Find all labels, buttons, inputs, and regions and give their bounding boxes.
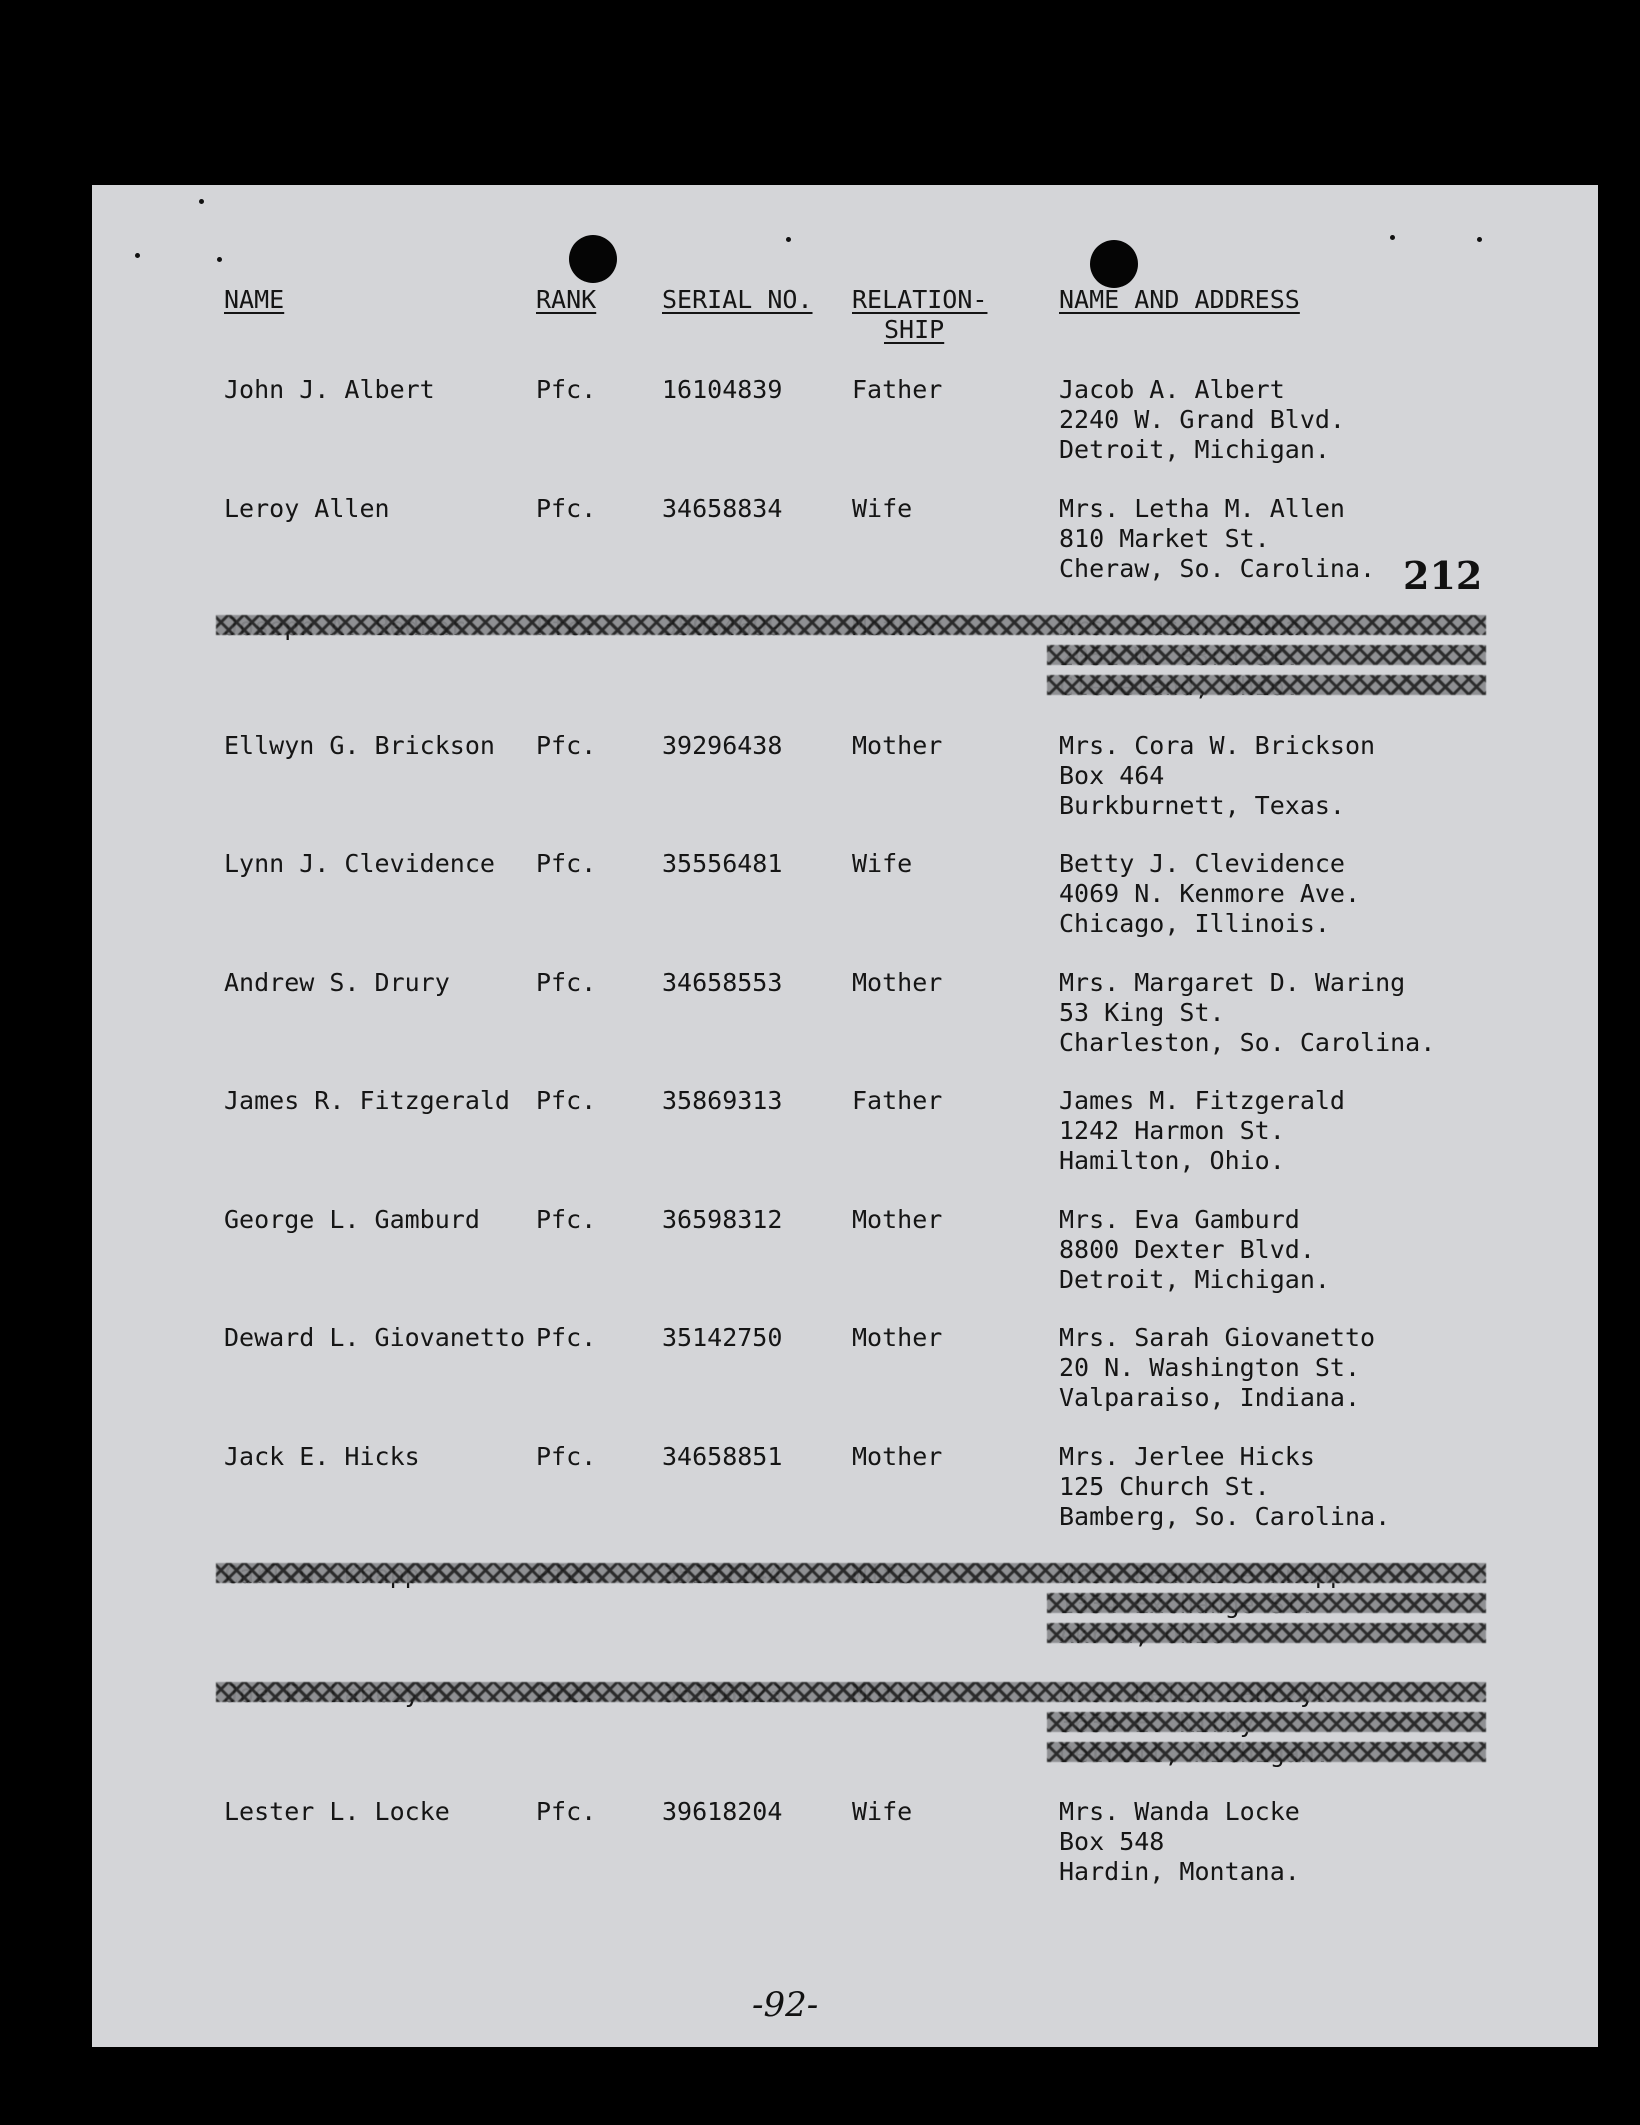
soldier-name: John J. Albert bbox=[224, 375, 435, 404]
rank: Pfc. bbox=[536, 1204, 597, 1234]
relationship: Wife bbox=[852, 1797, 913, 1826]
header-relationship-1: RELATION- bbox=[852, 285, 988, 314]
address-line: Hamilton, Ohio. bbox=[1059, 1146, 1285, 1175]
page-number: -92- bbox=[752, 1985, 819, 2025]
speck bbox=[135, 253, 140, 258]
next-of-kin-address bbox=[1059, 375, 1345, 465]
address-line: Valparaiso, Indiana. bbox=[1059, 1383, 1361, 1412]
list-item bbox=[92, 1205, 1598, 1315]
address-line: Mrs. Letha M. Allen bbox=[1059, 493, 1345, 523]
soldier-name: Lynn J. Clevidence bbox=[224, 849, 495, 878]
address-line: 4069 N. Kenmore Ave. bbox=[1059, 879, 1361, 908]
list-item bbox=[92, 1797, 1598, 1907]
serial-number: 35142750 bbox=[662, 1323, 783, 1352]
next-of-kin-address bbox=[1059, 1205, 1330, 1295]
address-line: Mrs. Cora W. Brickson bbox=[1059, 730, 1376, 760]
next-of-kin-address bbox=[1059, 1442, 1390, 1532]
rank: Pfc. bbox=[536, 730, 597, 760]
soldier-name: Leroy Allen bbox=[224, 493, 390, 523]
relationship: Mother bbox=[852, 1441, 943, 1471]
soldier-name: Lester L. Locke bbox=[224, 1797, 450, 1826]
next-of-kin-address bbox=[1059, 1323, 1375, 1413]
address-line: Box 464 bbox=[1059, 760, 1165, 790]
address-line: 53 King St. bbox=[1059, 997, 1225, 1027]
soldier-name: Jack E. Hicks bbox=[224, 1441, 420, 1471]
address-line: Jacob A. Albert bbox=[1059, 375, 1285, 404]
next-of-kin-address bbox=[1059, 494, 1375, 584]
address-line: Detroit, Michigan. bbox=[1059, 435, 1330, 464]
address-line: James M. Fitzgerald bbox=[1059, 1086, 1345, 1115]
header-rank: RANK bbox=[536, 285, 597, 314]
list-item bbox=[92, 494, 1598, 604]
address-line: 125 Church St. bbox=[1059, 1471, 1270, 1501]
address-line: 20 N. Washington St. bbox=[1059, 1353, 1361, 1382]
address-line: Mrs. Eva Gamburd bbox=[1059, 1204, 1300, 1234]
speck bbox=[217, 257, 222, 262]
speck bbox=[1477, 237, 1482, 242]
redaction-strikeout bbox=[216, 615, 1486, 635]
address-line: Betty J. Clevidence bbox=[1059, 849, 1345, 878]
redaction-strikeout bbox=[216, 1563, 1486, 1583]
address-line: Mrs. Margaret D. Waring bbox=[1059, 967, 1406, 997]
address-line: 810 Market St. bbox=[1059, 523, 1270, 553]
next-of-kin-address bbox=[1059, 1086, 1345, 1176]
handwritten-number: 212 bbox=[1403, 553, 1483, 598]
address-line: Hardin, Montana. bbox=[1059, 1857, 1300, 1886]
relationship: Mother bbox=[852, 730, 943, 760]
rank: Pfc. bbox=[536, 1797, 597, 1826]
punch-hole-right bbox=[1090, 240, 1138, 288]
soldier-name: Ellwyn G. Brickson bbox=[224, 730, 495, 760]
list-item bbox=[92, 968, 1598, 1078]
redaction-strikeout bbox=[216, 1682, 1486, 1702]
rank: Pfc. bbox=[536, 375, 597, 404]
list-item bbox=[92, 1442, 1598, 1552]
address-line: Mrs. Sarah Giovanetto bbox=[1059, 1323, 1376, 1352]
speck bbox=[786, 237, 791, 242]
serial-number: 34658851 bbox=[662, 1441, 783, 1471]
next-of-kin-address bbox=[1059, 1797, 1300, 1887]
relationship: Mother bbox=[852, 967, 943, 997]
header-serial: SERIAL NO. bbox=[662, 285, 813, 314]
serial-number: 34658553 bbox=[662, 967, 783, 997]
serial-number: 16104839 bbox=[662, 375, 783, 404]
address-line: Box 548 bbox=[1059, 1827, 1165, 1856]
redaction-strikeout bbox=[1047, 1712, 1486, 1732]
soldier-name: George L. Gamburd bbox=[224, 1204, 480, 1234]
address-line: Detroit, Michigan. bbox=[1059, 1264, 1330, 1294]
list-item bbox=[92, 731, 1598, 841]
list-item bbox=[92, 1323, 1598, 1433]
header-relationship-2: SHIP bbox=[884, 315, 945, 344]
relationship: Wife bbox=[852, 493, 913, 523]
soldier-name: Deward L. Giovanetto bbox=[224, 1323, 526, 1352]
relationship: Wife bbox=[852, 849, 913, 878]
serial-number: 35869313 bbox=[662, 1086, 783, 1115]
speck bbox=[199, 199, 204, 204]
address-line: Mrs. Wanda Locke bbox=[1059, 1797, 1300, 1826]
redaction-strikeout bbox=[1047, 1593, 1486, 1613]
soldier-name: Andrew S. Drury bbox=[224, 967, 450, 997]
serial-number: 36598312 bbox=[662, 1204, 783, 1234]
next-of-kin-address bbox=[1059, 849, 1360, 939]
address-line: Mrs. Jerlee Hicks bbox=[1059, 1441, 1315, 1471]
serial-number: 34658834 bbox=[662, 493, 783, 523]
rank: Pfc. bbox=[536, 493, 597, 523]
list-item bbox=[92, 1679, 1598, 1789]
list-item bbox=[92, 375, 1598, 485]
serial-number: 35556481 bbox=[662, 849, 783, 878]
address-line: 8800 Dexter Blvd. bbox=[1059, 1234, 1315, 1264]
rank: Pfc. bbox=[536, 967, 597, 997]
list-item bbox=[92, 1560, 1598, 1670]
serial-number: 39618204 bbox=[662, 1797, 783, 1826]
speck bbox=[1390, 235, 1395, 240]
relationship: Mother bbox=[852, 1204, 943, 1234]
redaction-strikeout bbox=[1047, 1623, 1486, 1643]
next-of-kin-address bbox=[1059, 968, 1435, 1058]
next-of-kin-address bbox=[1059, 731, 1375, 821]
rank: Pfc. bbox=[536, 1086, 597, 1115]
list-item bbox=[92, 1086, 1598, 1196]
address-line: Burkburnett, Texas. bbox=[1059, 790, 1345, 820]
relationship: Mother bbox=[852, 1323, 943, 1352]
list-item bbox=[92, 849, 1598, 959]
address-line: Bamberg, So. Carolina. bbox=[1059, 1501, 1391, 1531]
address-line: Cheraw, So. Carolina. bbox=[1059, 553, 1376, 583]
punch-hole-left bbox=[569, 235, 617, 283]
rank: Pfc. bbox=[536, 1323, 597, 1352]
redaction-strikeout bbox=[1047, 645, 1486, 665]
redaction-strikeout bbox=[1047, 1742, 1486, 1762]
header-name: NAME bbox=[224, 285, 285, 314]
document-page bbox=[92, 185, 1598, 2047]
redaction-strikeout bbox=[1047, 675, 1486, 695]
address-line: 2240 W. Grand Blvd. bbox=[1059, 405, 1345, 434]
rank: Pfc. bbox=[536, 1441, 597, 1471]
relationship: Father bbox=[852, 1086, 943, 1115]
serial-number: 39296438 bbox=[662, 730, 783, 760]
relationship: Father bbox=[852, 375, 943, 404]
rank: Pfc. bbox=[536, 849, 597, 878]
soldier-name: James R. Fitzgerald bbox=[224, 1086, 510, 1115]
address-line: Chicago, Illinois. bbox=[1059, 909, 1330, 938]
header-address: NAME AND ADDRESS bbox=[1059, 285, 1300, 314]
address-line: Charleston, So. Carolina. bbox=[1059, 1027, 1436, 1057]
address-line: 1242 Harmon St. bbox=[1059, 1116, 1285, 1145]
list-item bbox=[92, 612, 1598, 722]
